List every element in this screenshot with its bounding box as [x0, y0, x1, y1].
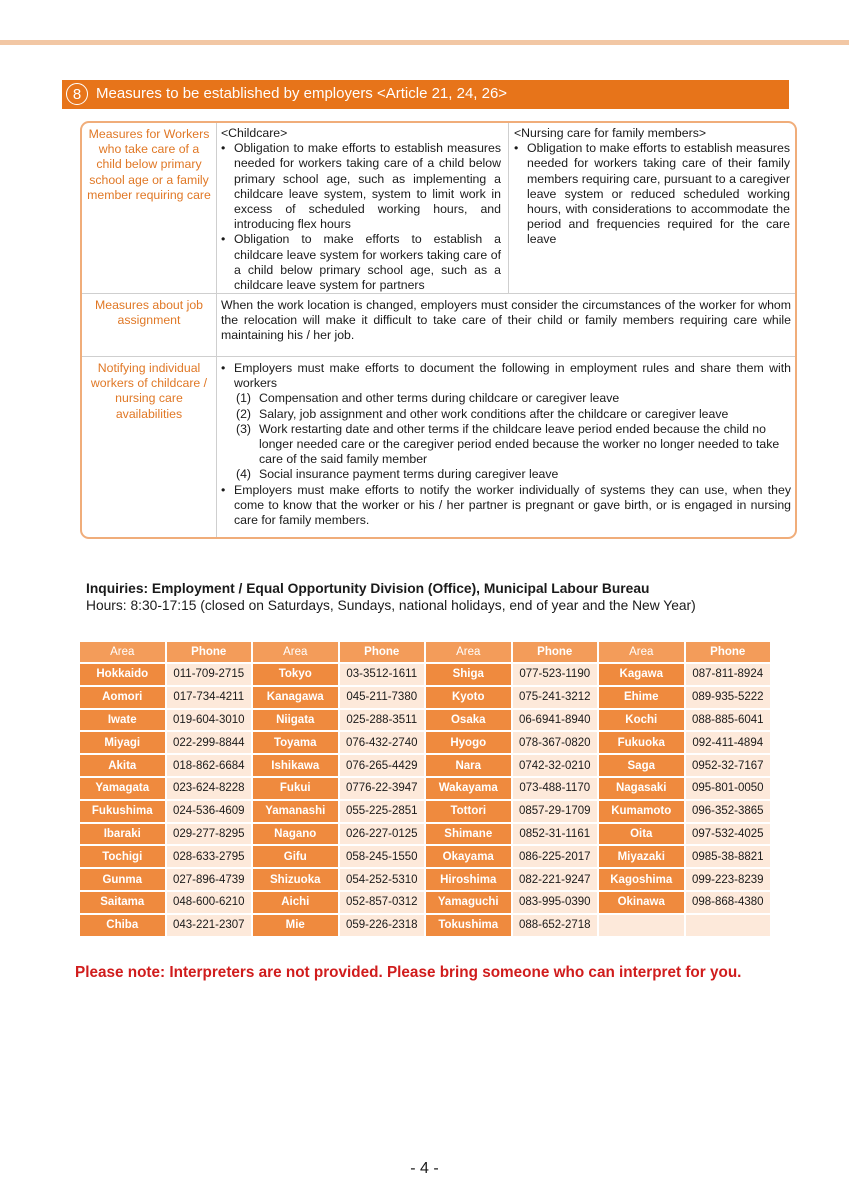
- area-cell: Ibaraki: [80, 824, 165, 845]
- contacts-row: [80, 687, 770, 708]
- area-cell: Yamagata: [80, 778, 165, 799]
- phone-cell: 082-221-9247: [513, 869, 598, 890]
- phone-cell: 043-221-2307: [167, 915, 252, 936]
- area-cell: Kagawa: [599, 664, 684, 685]
- phone-cell: 073-488-1170: [513, 778, 598, 799]
- item-number: (3): [236, 421, 252, 436]
- phone-cell: 028-633-2795: [167, 846, 252, 867]
- area-cell: Chiba: [80, 915, 165, 936]
- contacts-table: [78, 640, 772, 938]
- area-cell: Yamaguchi: [426, 892, 511, 913]
- area-cell: Fukui: [253, 778, 338, 799]
- column-divider: [216, 123, 217, 537]
- contacts-row: [80, 732, 770, 753]
- area-cell: Aichi: [253, 892, 338, 913]
- area-cell: Ishikawa: [253, 755, 338, 776]
- contacts-row: [80, 869, 770, 890]
- area-cell: Kanagawa: [253, 687, 338, 708]
- item-text: Compensation and other terms during childcare or caregiver leave: [259, 391, 620, 406]
- area-cell: Gifu: [253, 846, 338, 867]
- area-cell: Kagoshima: [599, 869, 684, 890]
- phone-cell: 023-624-8228: [167, 778, 252, 799]
- childcare-cell: [221, 126, 501, 293]
- phone-cell: 052-857-0312: [340, 892, 425, 913]
- phone-cell: 058-245-1550: [340, 846, 425, 867]
- inquiries-hours: Hours: 8:30-17:15 (closed on Saturdays, Sundays, national holidays, end of year and the New Year): [86, 598, 696, 613]
- nursing-care-heading: <Nursing care for family members>: [514, 126, 707, 140]
- phone-cell: 017-734-4211: [167, 687, 252, 708]
- area-cell: Hokkaido: [80, 664, 165, 685]
- area-cell: Oita: [599, 824, 684, 845]
- phone-cell: 0857-29-1709: [513, 801, 598, 822]
- contacts-row: [80, 892, 770, 913]
- item-number: (1): [236, 391, 252, 406]
- phone-cell: 059-226-2318: [340, 915, 425, 936]
- contacts-header-row: [80, 642, 770, 662]
- job-assignment-text: When the work location is changed, employers must consider the circumstances of the worker for whom the relocation will make it difficult to take care of their child or family members requiring care while maintaining his / her job.: [221, 298, 791, 343]
- row-divider: [82, 356, 795, 357]
- area-cell: Fukuoka: [599, 732, 684, 753]
- phone-cell: 0742-32-0210: [513, 755, 598, 776]
- phone-cell: 078-367-0820: [513, 732, 598, 753]
- numbered-item: [221, 467, 791, 482]
- phone-cell: 089-935-5222: [686, 687, 771, 708]
- phone-cell: 0952-32-7167: [686, 755, 771, 776]
- phone-cell: 092-411-4894: [686, 732, 771, 753]
- phone-cell: 096-352-3865: [686, 801, 771, 822]
- area-cell: Ehime: [599, 687, 684, 708]
- area-cell: Osaka: [426, 710, 511, 731]
- area-cell: Kyoto: [426, 687, 511, 708]
- row-label-family-care: Measures for Workers who take care of a child below primary school age or a family member requiring care: [87, 127, 211, 202]
- area-cell: Okayama: [426, 846, 511, 867]
- contacts-row: [80, 915, 770, 936]
- childcare-bullet: • Obligation to make efforts to establish measures needed for workers taking care of a child below primary school age, such as implementing a childcare leave system, system to limit work in excess of scheduled working hours, and introducing flex hours: [221, 141, 501, 232]
- phone-cell: 0852-31-1161: [513, 824, 598, 845]
- area-cell: Nagasaki: [599, 778, 684, 799]
- area-cell: Kumamoto: [599, 801, 684, 822]
- nursing-care-cell: [514, 126, 790, 248]
- area-cell: Iwate: [80, 710, 165, 731]
- phone-cell: 0985-38-8821: [686, 846, 771, 867]
- area-cell: Mie: [253, 915, 338, 936]
- childcare-bullet: • Obligation to make efforts to establish a childcare leave system for workers taking care of a child below primary school age, such as a childcare leave system for partners: [221, 232, 501, 293]
- inquiries-block: [86, 580, 696, 614]
- section-title: Measures to be established by employers <Article 21, 24, 26>: [96, 85, 508, 102]
- area-cell: Okinawa: [599, 892, 684, 913]
- inquiries-title: Inquiries: Employment / Equal Opportunity Division (Office), Municipal Labour Bureau: [86, 581, 650, 596]
- numbered-item: [221, 422, 791, 468]
- numbered-item: [221, 407, 791, 422]
- area-cell: Tokyo: [253, 664, 338, 685]
- notifying-bullet: • Employers must make efforts to document the following in employment rules and share them with workers: [221, 361, 791, 391]
- childcare-heading: <Childcare>: [221, 126, 288, 140]
- contacts-row: [80, 801, 770, 822]
- area-cell: Shizuoka: [253, 869, 338, 890]
- area-cell: Tottori: [426, 801, 511, 822]
- phone-cell: 098-868-4380: [686, 892, 771, 913]
- section-header: [62, 80, 789, 109]
- phone-cell: 025-288-3511: [340, 710, 425, 731]
- phone-header: Phone: [686, 642, 771, 662]
- phone-cell: 097-532-4025: [686, 824, 771, 845]
- phone-cell: 029-277-8295: [167, 824, 252, 845]
- area-cell: Aomori: [80, 687, 165, 708]
- numbered-item: [221, 391, 791, 406]
- contacts-row: [80, 664, 770, 685]
- area-cell: Yamanashi: [253, 801, 338, 822]
- area-cell: Shimane: [426, 824, 511, 845]
- phone-header: Phone: [340, 642, 425, 662]
- phone-cell: 022-299-8844: [167, 732, 252, 753]
- area-cell: Saitama: [80, 892, 165, 913]
- area-cell: Hiroshima: [426, 869, 511, 890]
- area-header: Area: [599, 642, 684, 662]
- item-number: (2): [236, 406, 252, 421]
- nursing-care-bullet: • Obligation to make efforts to establish measures needed for workers taking care of their family members requiring care, pursuant to a caregiver leave system or reduced scheduled working hours, with considerations to accommodate the period and frequencies required for the care leave: [514, 141, 790, 247]
- phone-cell: 055-225-2851: [340, 801, 425, 822]
- area-header: Area: [80, 642, 165, 662]
- phone-cell: 076-432-2740: [340, 732, 425, 753]
- item-text: Social insurance payment terms during caregiver leave: [259, 467, 559, 482]
- row-label-job-assignment: Measures about job assignment: [94, 298, 203, 328]
- phone-cell: 095-801-0050: [686, 778, 771, 799]
- area-header: Area: [253, 642, 338, 662]
- contacts-row: [80, 778, 770, 799]
- measures-table: [80, 121, 797, 539]
- phone-cell: 086-225-2017: [513, 846, 598, 867]
- area-header: Area: [426, 642, 511, 662]
- item-text: Work restarting date and other terms if the childcare leave period ended because the child no longer needed care or the caregiver period ended because the worker no longer needed to take care of the said family member: [259, 421, 780, 467]
- section-number: 8: [66, 83, 88, 105]
- contacts-row: [80, 846, 770, 867]
- phone-cell: 083-995-0390: [513, 892, 598, 913]
- phone-cell: 087-811-8924: [686, 664, 771, 685]
- phone-cell: 099-223-8239: [686, 869, 771, 890]
- phone-cell: 03-3512-1611: [340, 664, 425, 685]
- phone-header: Phone: [513, 642, 598, 662]
- area-cell: Miyazaki: [599, 846, 684, 867]
- column-divider: [508, 123, 509, 293]
- phone-cell: 077-523-1190: [513, 664, 598, 685]
- phone-cell: 011-709-2715: [167, 664, 252, 685]
- area-cell: Saga: [599, 755, 684, 776]
- interpreter-note: Please note: Interpreters are not provided. Please bring someone who can interpret for you.: [75, 964, 742, 981]
- phone-cell: 088-652-2718: [513, 915, 598, 936]
- area-cell: Gunma: [80, 869, 165, 890]
- area-cell: Shiga: [426, 664, 511, 685]
- area-cell: Wakayama: [426, 778, 511, 799]
- area-cell: Toyama: [253, 732, 338, 753]
- area-cell: Nara: [426, 755, 511, 776]
- contacts-row: [80, 710, 770, 731]
- phone-cell: 076-265-4429: [340, 755, 425, 776]
- contacts-row: [80, 824, 770, 845]
- phone-cell: 026-227-0125: [340, 824, 425, 845]
- area-cell: [599, 915, 684, 936]
- phone-cell: [686, 915, 771, 936]
- phone-header: Phone: [167, 642, 252, 662]
- phone-cell: 018-862-6684: [167, 755, 252, 776]
- area-cell: Nagano: [253, 824, 338, 845]
- area-cell: Kochi: [599, 710, 684, 731]
- item-text: Salary, job assignment and other work conditions after the childcare or caregiver leave: [259, 406, 729, 421]
- phone-cell: 06-6941-8940: [513, 710, 598, 731]
- notifying-bullet: • Employers must make efforts to notify the worker individually of systems they can use, when they come to know that the worker or his / her partner is pregnant or gave birth, or is engaged in nursing care for family members.: [221, 483, 791, 529]
- phone-cell: 027-896-4739: [167, 869, 252, 890]
- item-number: (4): [236, 467, 252, 482]
- row-label-notifying: Notifying individual workers of childcare / nursing care availabilities: [90, 361, 208, 421]
- notifying-cell: [221, 361, 791, 528]
- area-cell: Miyagi: [80, 732, 165, 753]
- top-divider: [0, 40, 849, 45]
- area-cell: Fukushima: [80, 801, 165, 822]
- area-cell: Hyogo: [426, 732, 511, 753]
- phone-cell: 048-600-6210: [167, 892, 252, 913]
- phone-cell: 088-885-6041: [686, 710, 771, 731]
- phone-cell: 075-241-3212: [513, 687, 598, 708]
- phone-cell: 019-604-3010: [167, 710, 252, 731]
- phone-cell: 024-536-4609: [167, 801, 252, 822]
- contacts-row: [80, 755, 770, 776]
- phone-cell: 045-211-7380: [340, 687, 425, 708]
- page-number: - 4 -: [410, 1160, 439, 1177]
- area-cell: Tochigi: [80, 846, 165, 867]
- area-cell: Tokushima: [426, 915, 511, 936]
- phone-cell: 054-252-5310: [340, 869, 425, 890]
- area-cell: Niigata: [253, 710, 338, 731]
- phone-cell: 0776-22-3947: [340, 778, 425, 799]
- area-cell: Akita: [80, 755, 165, 776]
